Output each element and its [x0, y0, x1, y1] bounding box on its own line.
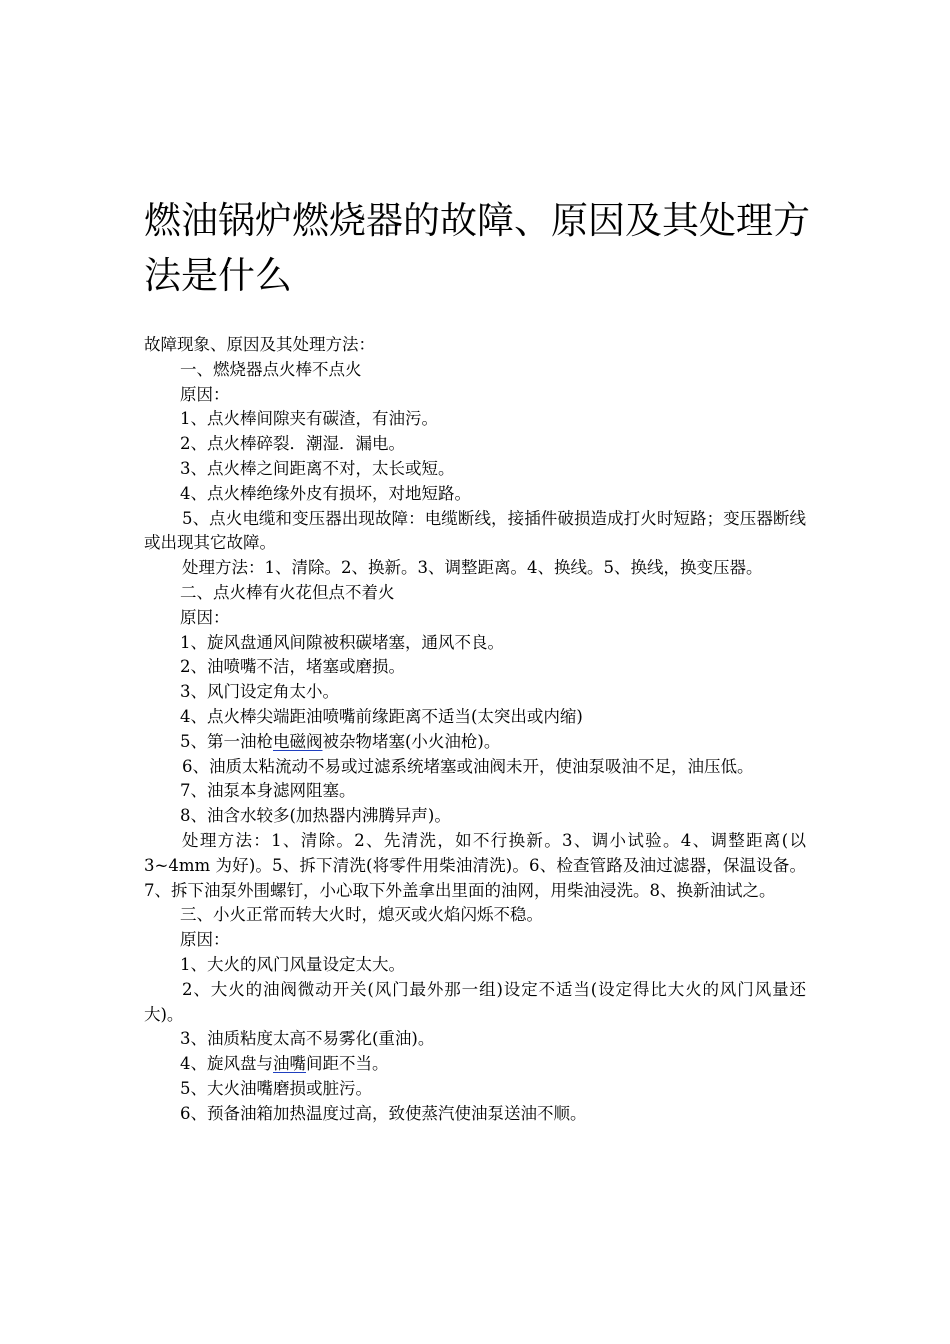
section-heading-2: 二、点火棒有火花但点不着火 — [180, 582, 395, 602]
cause-item: 3、风门设定角太小。 — [180, 682, 339, 702]
cause-item: 5、点火电缆和变压器出现故障：电缆断线，接插件破损造成打火时短路；变压器断线或出现其它故障。 — [144, 508, 806, 553]
cause-text: 被杂物堵塞(小火油枪)。 — [322, 731, 501, 751]
cause-label-1: 原因： — [180, 384, 230, 404]
cause-item: 3、点火棒之间距离不对，太长或短。 — [180, 458, 455, 478]
cause-item: 1、点火棒间隙夹有碳渣，有油污。 — [180, 409, 438, 429]
section-heading-1: 一、燃烧器点火棒不点火 — [180, 359, 362, 379]
solution-text-1: 处理方法：1、清除。2、换新。3、调整距离。4、换线。5、换线，换变压器。 — [182, 558, 763, 578]
cause-text: 间距不当。 — [306, 1054, 389, 1074]
cause-item: 7、油泵本身滤网阻塞。 — [180, 781, 356, 801]
cause-item: 1、旋风盘通风间隙被积碳堵塞，通风不良。 — [180, 632, 504, 652]
cause-text: 5、第一油枪 — [180, 731, 273, 751]
cause-label-3: 原因： — [180, 930, 230, 950]
cause-item: 4、点火棒尖端距油喷嘴前缘距离不适当(太突出或内缩) — [180, 706, 583, 726]
cause-item: 6、油质太粘流动不易或过滤系统堵塞或油阀未开，使油泵吸油不足，油压低。 — [182, 756, 754, 776]
nozzle-link[interactable]: 油嘴 — [273, 1054, 306, 1074]
cause-text: 4、旋风盘与 — [180, 1054, 273, 1074]
cause-item: 5、大火油嘴磨损或脏污。 — [180, 1078, 372, 1098]
solenoid-valve-link[interactable]: 电磁阀 — [273, 731, 323, 751]
cause-label-2: 原因： — [180, 607, 230, 627]
cause-item: 6、预备油箱加热温度过高，致使蒸汽使油泵送油不顺。 — [180, 1103, 587, 1123]
cause-item: 2、油喷嘴不洁，堵塞或磨损。 — [180, 657, 405, 677]
solution-text-2: 处理方法：1、清除。2、先清洗，如不行换新。3、调小试验。4、调整距离(以 3~4mm 为好)。5、拆下清洗(将零件用柴油清洗)。6、检查管路及油过滤器，保温设备。7、拆下油泵外围螺钉，小心取下外盖拿出里面的油网，用柴油浸洗。8、换新油试之。 — [144, 830, 806, 900]
document-body — [144, 333, 806, 1127]
cause-item: 1、大火的风门风量设定太大。 — [180, 954, 405, 974]
intro-text: 故障现象、原因及其处理方法： — [144, 335, 375, 354]
cause-item: 4、点火棒绝缘外皮有损坏，对地短路。 — [180, 483, 471, 503]
cause-item — [144, 730, 806, 755]
page-title: 燃油锅炉燃烧器的故障、原因及其处理方法是什么 — [144, 199, 810, 297]
cause-item: 3、油质粘度太高不易雾化(重油)。 — [180, 1029, 435, 1049]
section-heading-3: 三、小火正常而转大火时，熄灭或火焰闪烁不稳。 — [180, 905, 543, 925]
cause-item: 2、大火的油阀微动开关(风门最外那一组)设定不适当(设定得比大火的风门风量还大)。 — [144, 979, 806, 1024]
cause-item — [144, 1052, 806, 1077]
cause-item: 8、油含水较多(加热器内沸腾异声)。 — [180, 806, 451, 826]
cause-item: 2、点火棒碎裂．潮湿．漏电。 — [180, 434, 405, 454]
